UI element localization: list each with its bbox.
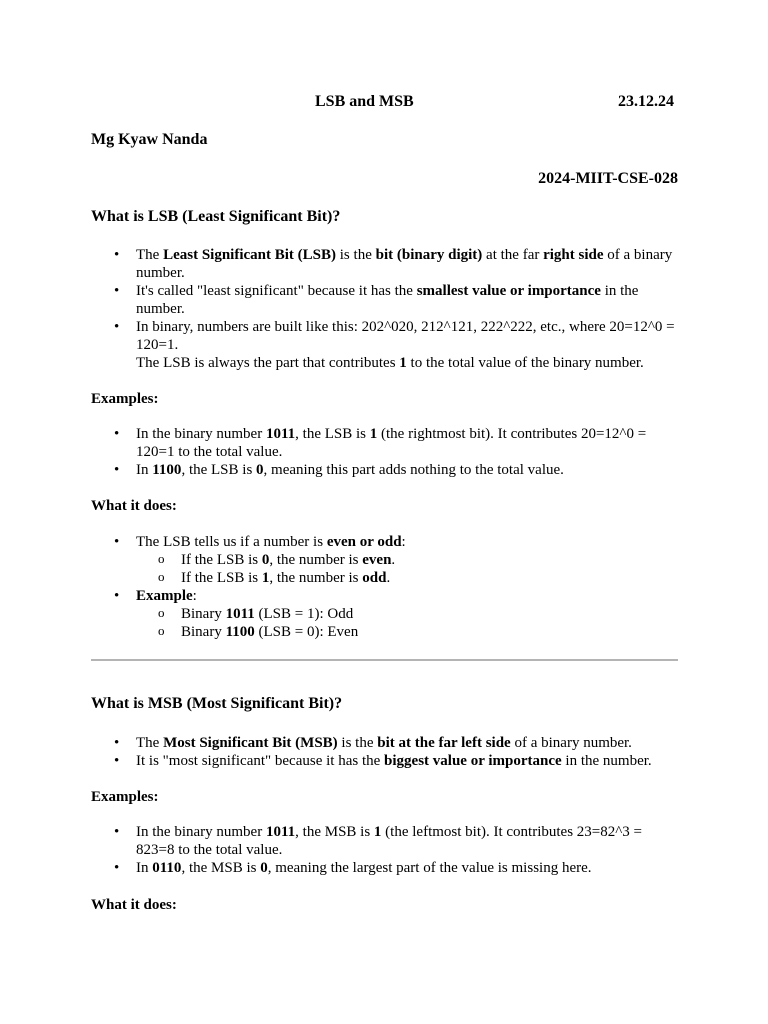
text-run: , meaning the largest part of the value is missing here. bbox=[267, 860, 592, 876]
list-item bbox=[91, 246, 678, 282]
bold-text-run: 1100 bbox=[152, 462, 182, 478]
text-run: is the bbox=[336, 247, 376, 263]
bold-text-run: odd bbox=[362, 570, 387, 586]
text-run: In the binary number bbox=[136, 426, 266, 442]
list-item bbox=[91, 533, 678, 587]
bold-text-run: right side bbox=[543, 247, 604, 263]
lsb-examples-list bbox=[91, 425, 678, 479]
list-item bbox=[91, 859, 678, 877]
text-run: The LSB is always the part that contributes bbox=[136, 355, 400, 371]
bold-text-run: 0 bbox=[260, 860, 268, 876]
bold-text-run: Least Significant Bit (LSB) bbox=[163, 247, 337, 263]
document-title: LSB and MSB bbox=[315, 93, 414, 110]
text-run: (LSB = 0): Even bbox=[254, 624, 359, 640]
sub-list bbox=[136, 605, 678, 641]
text-run: in the number. bbox=[561, 753, 652, 769]
msb-definition-list bbox=[91, 734, 678, 770]
text-run: The LSB tells us if a number is bbox=[136, 534, 327, 550]
author-name: Mg Kyaw Nanda bbox=[91, 131, 208, 148]
text-run: If the LSB is bbox=[181, 552, 262, 568]
list-item bbox=[91, 752, 678, 770]
text-run: : bbox=[192, 588, 197, 604]
bold-text-run: 1011 bbox=[265, 824, 296, 840]
text-run: The bbox=[136, 735, 164, 751]
text-run: The bbox=[136, 247, 164, 263]
list-item bbox=[91, 282, 678, 318]
document-date: 23.12.24 bbox=[618, 93, 674, 110]
student-id: 2024-MIIT-CSE-028 bbox=[538, 170, 678, 187]
bold-text-run: Example bbox=[136, 588, 193, 604]
bold-text-run: bit at the far left side bbox=[377, 735, 511, 751]
bold-text-run: even bbox=[362, 552, 392, 568]
lsb-what-list bbox=[91, 533, 678, 641]
text-run: in the number. bbox=[136, 283, 639, 317]
bold-text-run: 1011 bbox=[265, 426, 296, 442]
sub-list bbox=[136, 551, 678, 587]
sub-list-item bbox=[136, 605, 678, 623]
bold-text-run: Most Significant Bit (MSB) bbox=[163, 735, 338, 751]
msb-what-heading: What it does: bbox=[91, 897, 177, 913]
bold-text-run: 1 bbox=[369, 426, 378, 442]
bold-text-run: 1 bbox=[373, 824, 382, 840]
list-item bbox=[91, 734, 678, 752]
text-run: : bbox=[401, 534, 406, 550]
bold-text-run: 0 bbox=[256, 462, 264, 478]
bold-text-run: bit (binary digit) bbox=[375, 247, 483, 263]
text-run: of a binary number. bbox=[136, 247, 673, 281]
title-row bbox=[91, 93, 674, 115]
text-run: at the far bbox=[482, 247, 544, 263]
lsb-examples-heading: Examples: bbox=[91, 391, 159, 407]
text-run: It's called "least significant" because it has the bbox=[136, 283, 417, 299]
list-item bbox=[91, 425, 678, 461]
bold-text-run: 1011 bbox=[225, 606, 255, 622]
bold-text-run: 1 bbox=[399, 355, 407, 371]
text-run: It is "most significant" because it has the bbox=[136, 753, 385, 769]
bold-text-run: smallest value or importance bbox=[416, 283, 601, 299]
text-run: (the leftmost bit). It contributes 23=82^3 = 823=8 to the total value. bbox=[136, 824, 643, 858]
msb-heading: What is MSB (Most Significant Bit)? bbox=[91, 695, 343, 712]
sub-list-item bbox=[136, 551, 678, 569]
bold-text-run: 1100 bbox=[225, 624, 255, 640]
text-run: In bbox=[136, 860, 153, 876]
lsb-heading: What is LSB (Least Significant Bit)? bbox=[91, 208, 341, 225]
text-run: of a binary number. bbox=[510, 735, 632, 751]
text-run: . bbox=[391, 552, 396, 568]
text-run: (LSB = 1): Odd bbox=[254, 606, 354, 622]
text-run: , the LSB is bbox=[295, 426, 370, 442]
list-item bbox=[91, 461, 678, 479]
text-run: is the bbox=[337, 735, 378, 751]
sub-list-item bbox=[136, 623, 678, 641]
section-divider bbox=[91, 659, 678, 661]
text-run: In binary, numbers are built like this: 202^020, 212^121, 222^222, etc., where 20=12^0 = 120=1. bbox=[136, 319, 675, 353]
text-run: (the rightmost bit). It contributes 20=12^0 = 120=1 to the total value. bbox=[136, 426, 647, 460]
text-run: In the binary number bbox=[136, 824, 266, 840]
text-run: Binary bbox=[181, 624, 226, 640]
text-run: , the MSB is bbox=[181, 860, 261, 876]
bold-text-run: 0 bbox=[261, 552, 270, 568]
list-item bbox=[91, 318, 678, 372]
text-run: , meaning this part adds nothing to the total value. bbox=[263, 462, 564, 478]
text-run: , the number is bbox=[269, 570, 363, 586]
text-run: . bbox=[386, 570, 391, 586]
bold-text-run: 0110 bbox=[152, 860, 182, 876]
text-run: In bbox=[136, 462, 153, 478]
text-run: to the total value of the binary number. bbox=[406, 355, 644, 371]
bold-text-run: biggest value or importance bbox=[384, 753, 562, 769]
text-run: If the LSB is bbox=[181, 570, 262, 586]
sub-list-item bbox=[136, 569, 678, 587]
bold-text-run: 1 bbox=[261, 570, 270, 586]
lsb-what-heading: What it does: bbox=[91, 498, 177, 514]
text-run: , the number is bbox=[269, 552, 363, 568]
msb-examples-list bbox=[91, 823, 678, 877]
list-item bbox=[91, 587, 678, 641]
lsb-definition-list bbox=[91, 246, 678, 372]
msb-examples-heading: Examples: bbox=[91, 789, 159, 805]
text-run: Binary bbox=[181, 606, 226, 622]
list-item bbox=[91, 823, 678, 859]
text-run: , the LSB is bbox=[181, 462, 257, 478]
bold-text-run: even or odd bbox=[326, 534, 402, 550]
text-run: , the MSB is bbox=[295, 824, 374, 840]
